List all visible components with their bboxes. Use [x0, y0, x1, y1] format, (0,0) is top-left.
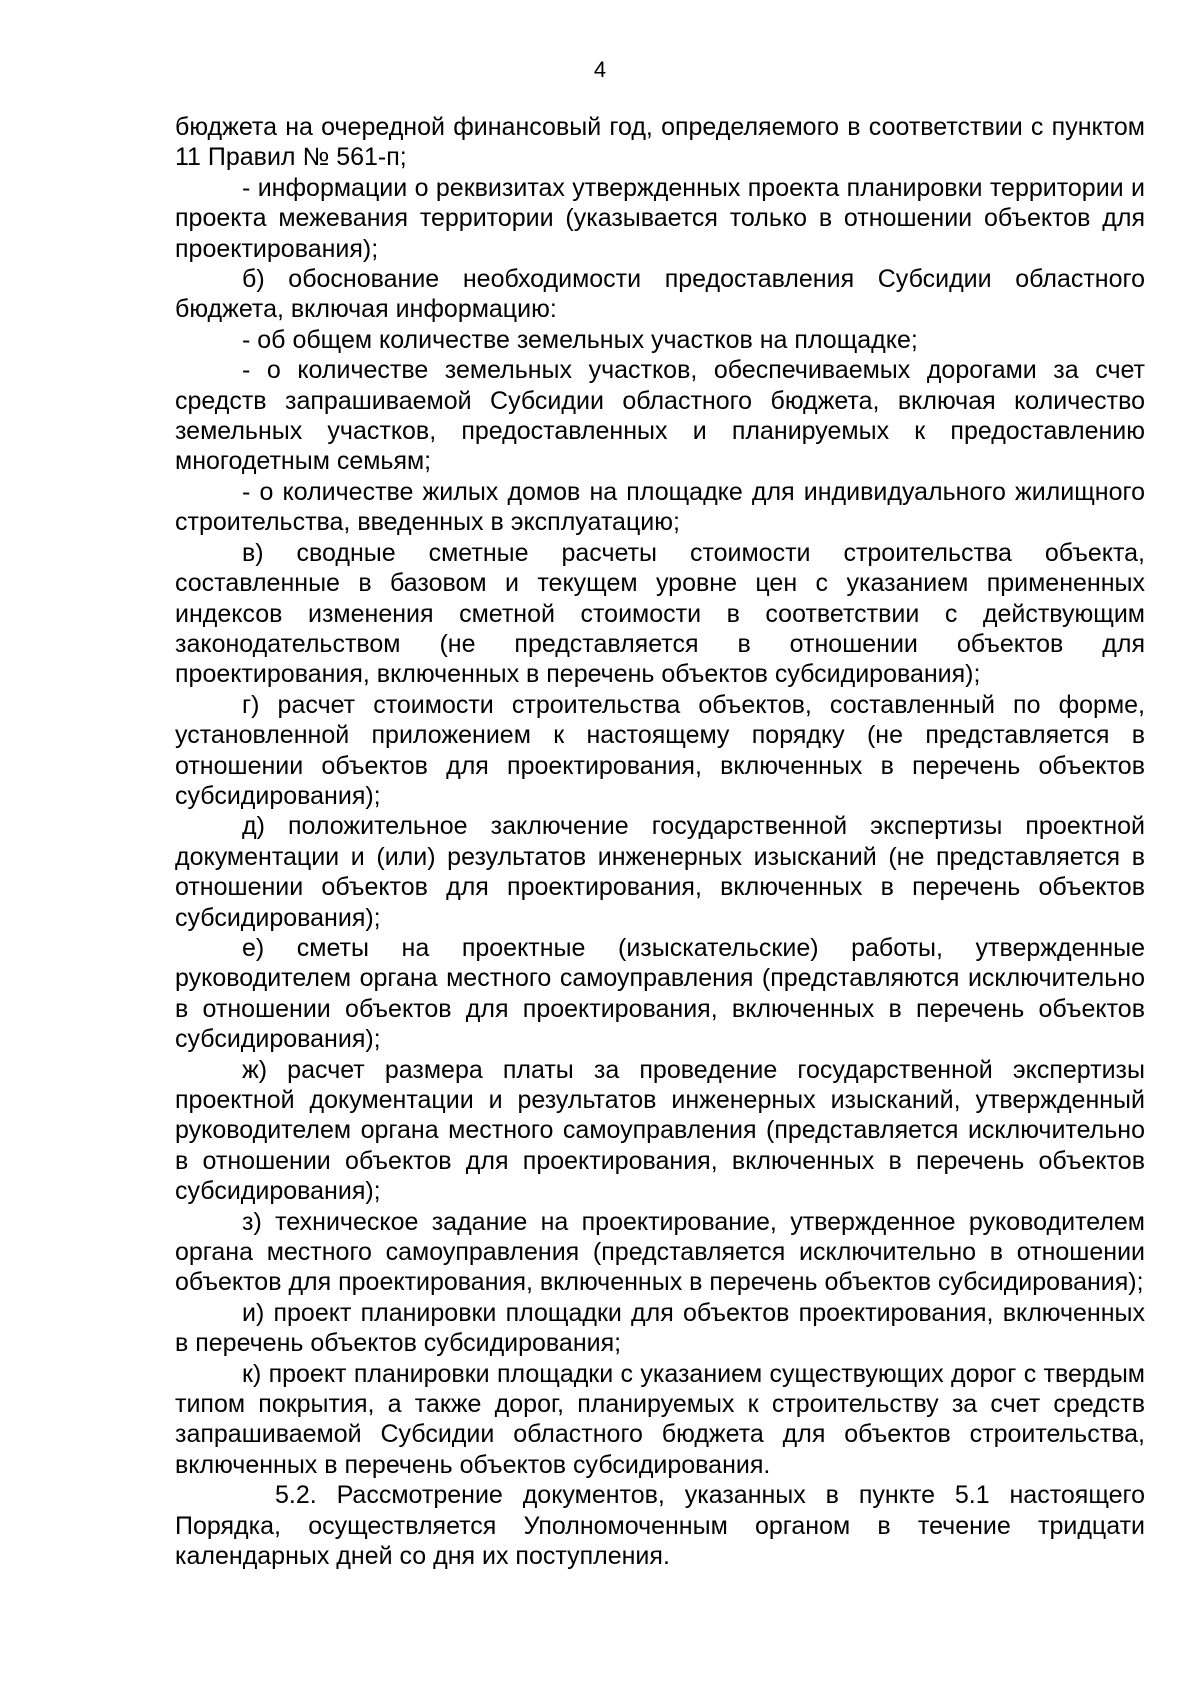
paragraph-item-e: е) сметы на проектные (изыскательские) работы, утвержденные руководителем органа местного самоуправления (представляются исключительно в отношении объектов для проектирования, включенных в перечень объектов субсидирования); [175, 933, 1145, 1054]
paragraph-budget-continuation: бюджета на очередной финансовый год, определяемого в соответствии с пунктом 11 Правил № 561-п; [175, 113, 1145, 172]
paragraph-section-5-2: 5.2. Рассмотрение документов, указанных в пункте 5.1 настоящего Порядка, осуществляется Уполномоченным органом в течение тридцати календарных дней со дня их поступления. [175, 1481, 1145, 1571]
paragraph-residential-houses: - о количестве жилых домов на площадке для индивидуального жилищного строительства, введенных в эксплуатацию; [175, 477, 1145, 537]
paragraph-land-plots-with-roads: - о количестве земельных участков, обеспечиваемых дорогами за счет средств запрашиваемой Субсидии областного бюджета, включая количество земельных участков, предоставленных и планируемых к предоставлению многодетным семьям; [175, 356, 1145, 476]
document-body [175, 112, 1145, 1572]
paragraph-item-g: г) расчет стоимости строительства объектов, составленный по форме, установленной приложением к настоящему порядку (не представляется в отношении объектов для проектирования, включенных в перечень объектов субсидирования); [175, 690, 1145, 810]
paragraph-total-land-plots: - об общем количестве земельных участков на площадке; [242, 325, 918, 354]
paragraph-item-k: к) проект планировки площадки с указанием существующих дорог с твердым типом покрытия, а также дорог, планируемых к строительству за счет средств запрашиваемой Субсидии областного бюджета для объектов строительства, включенных в перечень объектов субсидирования. [175, 1359, 1145, 1479]
paragraph-item-zh: ж) расчет размера платы за проведение государственной экспертизы проектной документации и результатов инженерных изысканий, утвержденный руководителем органа местного самоуправления (представляется исключительно в отношении объектов для проектирования, включенных в перечень объектов субсидирования); [175, 1055, 1145, 1206]
paragraph-item-d: д) положительное заключение государственной экспертизы проектной документации и (или) результатов инженерных изысканий (не представляется в отношении объектов для проектирования, включенных в перечень объектов субсидирования); [175, 812, 1145, 932]
paragraph-info-planning-details: - информации о реквизитах утвержденных проекта планировки территории и проекта межевания территории (указывается только в отношении объектов для проектирования); [175, 173, 1145, 263]
page-number: 4 [593, 57, 607, 82]
paragraph-item-z: з) техническое задание на проектирование, утвержденное руководителем органа местного самоуправления (представляется исключительно в отношении объектов для проектирования, включенных в перечень объектов субсидирования); [175, 1207, 1145, 1297]
paragraph-item-b: б) обоснование необходимости предоставления Субсидии областного бюджета, включая информацию: [175, 265, 1145, 324]
paragraph-item-i: и) проект планировки площадки для объектов проектирования, включенных в перечень объектов субсидирования; [175, 1298, 1145, 1358]
paragraph-item-v: в) сводные сметные расчеты стоимости строительства объекта, составленные в базовом и текущем уровне цен с указанием примененных индексов изменения сметной стоимости в соответствии с действующим законодательством (не представляется в отношении объектов для проектирования, включенных в перечень объектов субсидирования); [175, 538, 1145, 689]
